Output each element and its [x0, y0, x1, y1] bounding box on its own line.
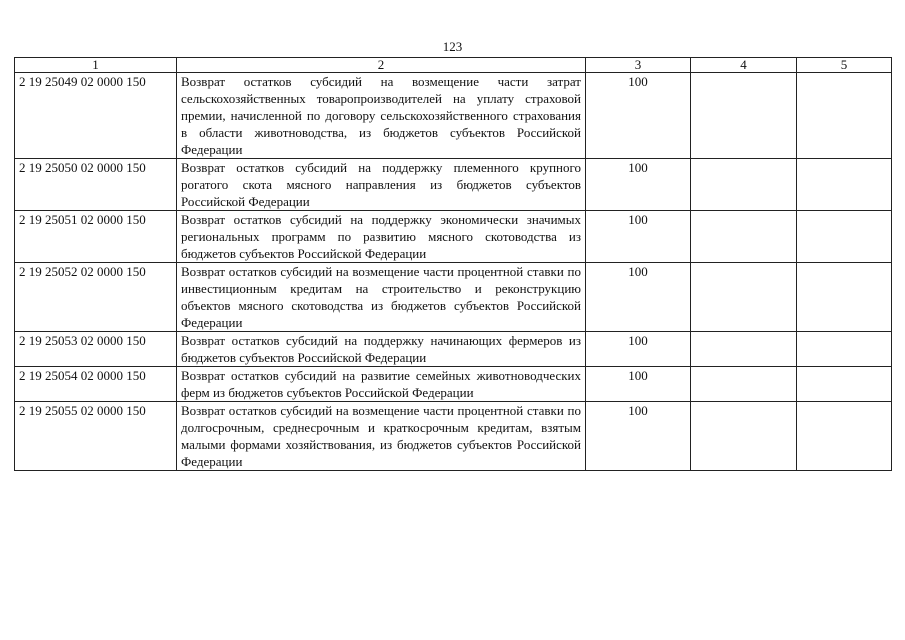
table-header-row: [15, 58, 892, 73]
page-number: 123: [442, 39, 463, 54]
empty-cell: [691, 263, 797, 332]
table-row: [15, 263, 892, 332]
empty-cell: [691, 402, 797, 471]
row-description: Возврат остатков субсидий на развитие семейных животноводческих ферм из бюджетов субъектов Российской Федерации: [177, 367, 586, 402]
empty-cell: [797, 159, 892, 211]
row-code: 2 19 25051 02 0000 150: [15, 211, 177, 263]
table-row: [15, 402, 892, 471]
table-row: [15, 211, 892, 263]
row-description: Возврат остатков субсидий на возмещение части процентной ставки по долгосрочным, среднесрочным и краткосрочным кредитам, взятым малыми формами хозяйствования, из бюджетов субъектов Российской Федерации: [177, 402, 586, 471]
column-header: 2: [177, 58, 586, 73]
empty-cell: [691, 367, 797, 402]
row-description: Возврат остатков субсидий на возмещение части процентной ставки по инвестиционным кредитам на строительство и реконструкцию объектов мясного скотоводства из бюджетов субъектов Российской Федерации: [177, 263, 586, 332]
empty-cell: [691, 332, 797, 367]
table-row: [15, 159, 892, 211]
table-row: [15, 367, 892, 402]
row-description: Возврат остатков субсидий на поддержку экономически значимых региональных программ по развитию мясного скотоводства из бюджетов субъектов Российской Федерации: [177, 211, 586, 263]
row-value: 100: [586, 402, 691, 471]
row-code: 2 19 25053 02 0000 150: [15, 332, 177, 367]
table-row: [15, 332, 892, 367]
empty-cell: [797, 332, 892, 367]
row-code: 2 19 25050 02 0000 150: [15, 159, 177, 211]
row-description: Возврат остатков субсидий на возмещение части затрат сельскохозяйственных товаропроизводителей на уплату страховой премии, начисленной по договору сельскохозяйственного страхования в области животноводства, из бюджетов субъектов Российской Федерации: [177, 73, 586, 159]
row-description: Возврат остатков субсидий на поддержку начинающих фермеров из бюджетов субъектов Российской Федерации: [177, 332, 586, 367]
empty-cell: [797, 73, 892, 159]
budget-table: [14, 57, 892, 471]
column-header: 3: [586, 58, 691, 73]
row-value: 100: [586, 73, 691, 159]
row-code: 2 19 25054 02 0000 150: [15, 367, 177, 402]
row-code: 2 19 25049 02 0000 150: [15, 73, 177, 159]
row-value: 100: [586, 367, 691, 402]
column-header: 4: [691, 58, 797, 73]
column-header: 5: [797, 58, 892, 73]
row-value: 100: [586, 263, 691, 332]
row-value: 100: [586, 332, 691, 367]
row-value: 100: [586, 159, 691, 211]
empty-cell: [691, 211, 797, 263]
row-code: 2 19 25052 02 0000 150: [15, 263, 177, 332]
table-row: [15, 73, 892, 159]
column-header: 1: [15, 58, 177, 73]
empty-cell: [797, 211, 892, 263]
row-code: 2 19 25055 02 0000 150: [15, 402, 177, 471]
empty-cell: [691, 73, 797, 159]
empty-cell: [797, 402, 892, 471]
empty-cell: [797, 263, 892, 332]
row-value: 100: [586, 211, 691, 263]
empty-cell: [691, 159, 797, 211]
row-description: Возврат остатков субсидий на поддержку племенного крупного рогатого скота мясного направления из бюджетов субъектов Российской Федерации: [177, 159, 586, 211]
empty-cell: [797, 367, 892, 402]
